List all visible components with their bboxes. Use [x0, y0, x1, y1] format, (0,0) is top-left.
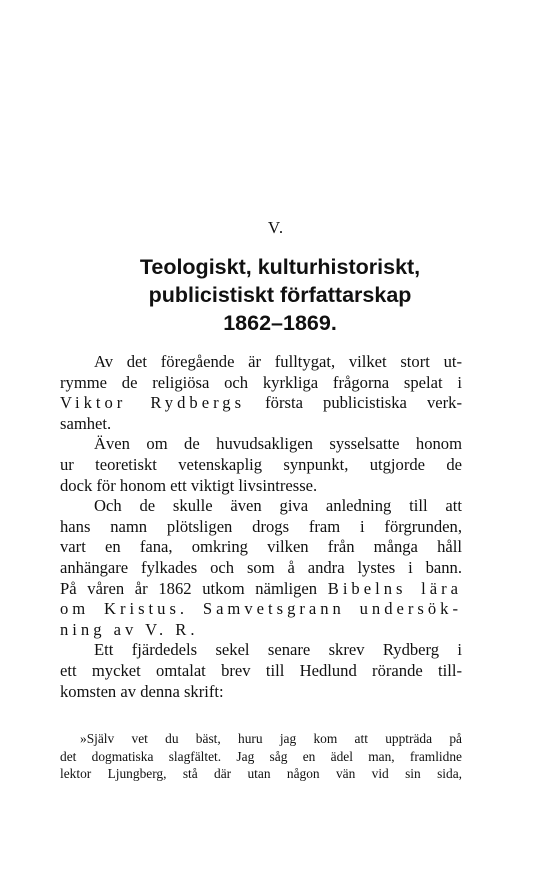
text-fragment: första publicistiska verk-	[265, 393, 462, 413]
chapter-number: V.	[267, 218, 285, 237]
letter-quote	[60, 730, 462, 783]
text-line: dock för honom ett viktigt livsintresse.	[60, 475, 318, 495]
chapter-title-years: 1862–1869.	[223, 311, 337, 335]
text-line: samhet.	[60, 413, 112, 433]
text-line: Av det föregående är fulltygat, vilket stort ut-	[94, 352, 462, 371]
text-line: Och de skulle även giva anledning till att	[94, 496, 462, 516]
text-line: anhängare fylkades och som å andra lystes i bann.	[60, 557, 462, 577]
body-text	[60, 352, 462, 702]
text-line: Ett fjärdedels sekel senare skrev Rydberg i	[94, 640, 462, 660]
chapter-title-line: Teologiskt, kulturhistoriskt,	[139, 255, 421, 279]
text-line: hans namn plötsligen drogs fram i förgrunden,	[60, 516, 462, 536]
book-title-line: ning av V. R.	[60, 619, 199, 639]
text-line: vart en fana, omkring vilken från många håll	[60, 537, 462, 557]
book-title-line: om Kristus. Samvetsgrann undersök-	[60, 599, 462, 619]
chapter-title	[60, 253, 500, 337]
text-line: ett mycket omtalat brev till Hedlund rörande till-	[60, 660, 462, 680]
text-line	[60, 393, 462, 414]
quote-line: »Själv vet du bäst, huru jag kom att uppträda på	[80, 731, 462, 746]
text-line: komsten av denna skrift:	[60, 681, 224, 701]
text-line: Även om de huvudsakligen sysselsatte honom	[94, 434, 462, 454]
text-fragment: På våren år 1862 utkom nämligen	[60, 578, 318, 598]
quote-line: lektor Ljungberg, stå där utan någon vän vid sin sida,	[60, 766, 462, 781]
book-title: Bibelns lära	[327, 578, 462, 598]
text-line: rymme de religiösa och kyrkliga frågorna spelat i	[60, 372, 462, 392]
chapter-title-line: publicistiskt författarskap	[148, 283, 412, 307]
text-line	[60, 579, 462, 600]
author-name: Viktor Rydbergs	[60, 393, 246, 413]
quote-line: det dogmatiska slagfältet. Jag såg en ädel man, framlidne	[60, 748, 462, 764]
text-line: ur teoretiskt vetenskaplig synpunkt, utgjorde de	[60, 454, 462, 474]
